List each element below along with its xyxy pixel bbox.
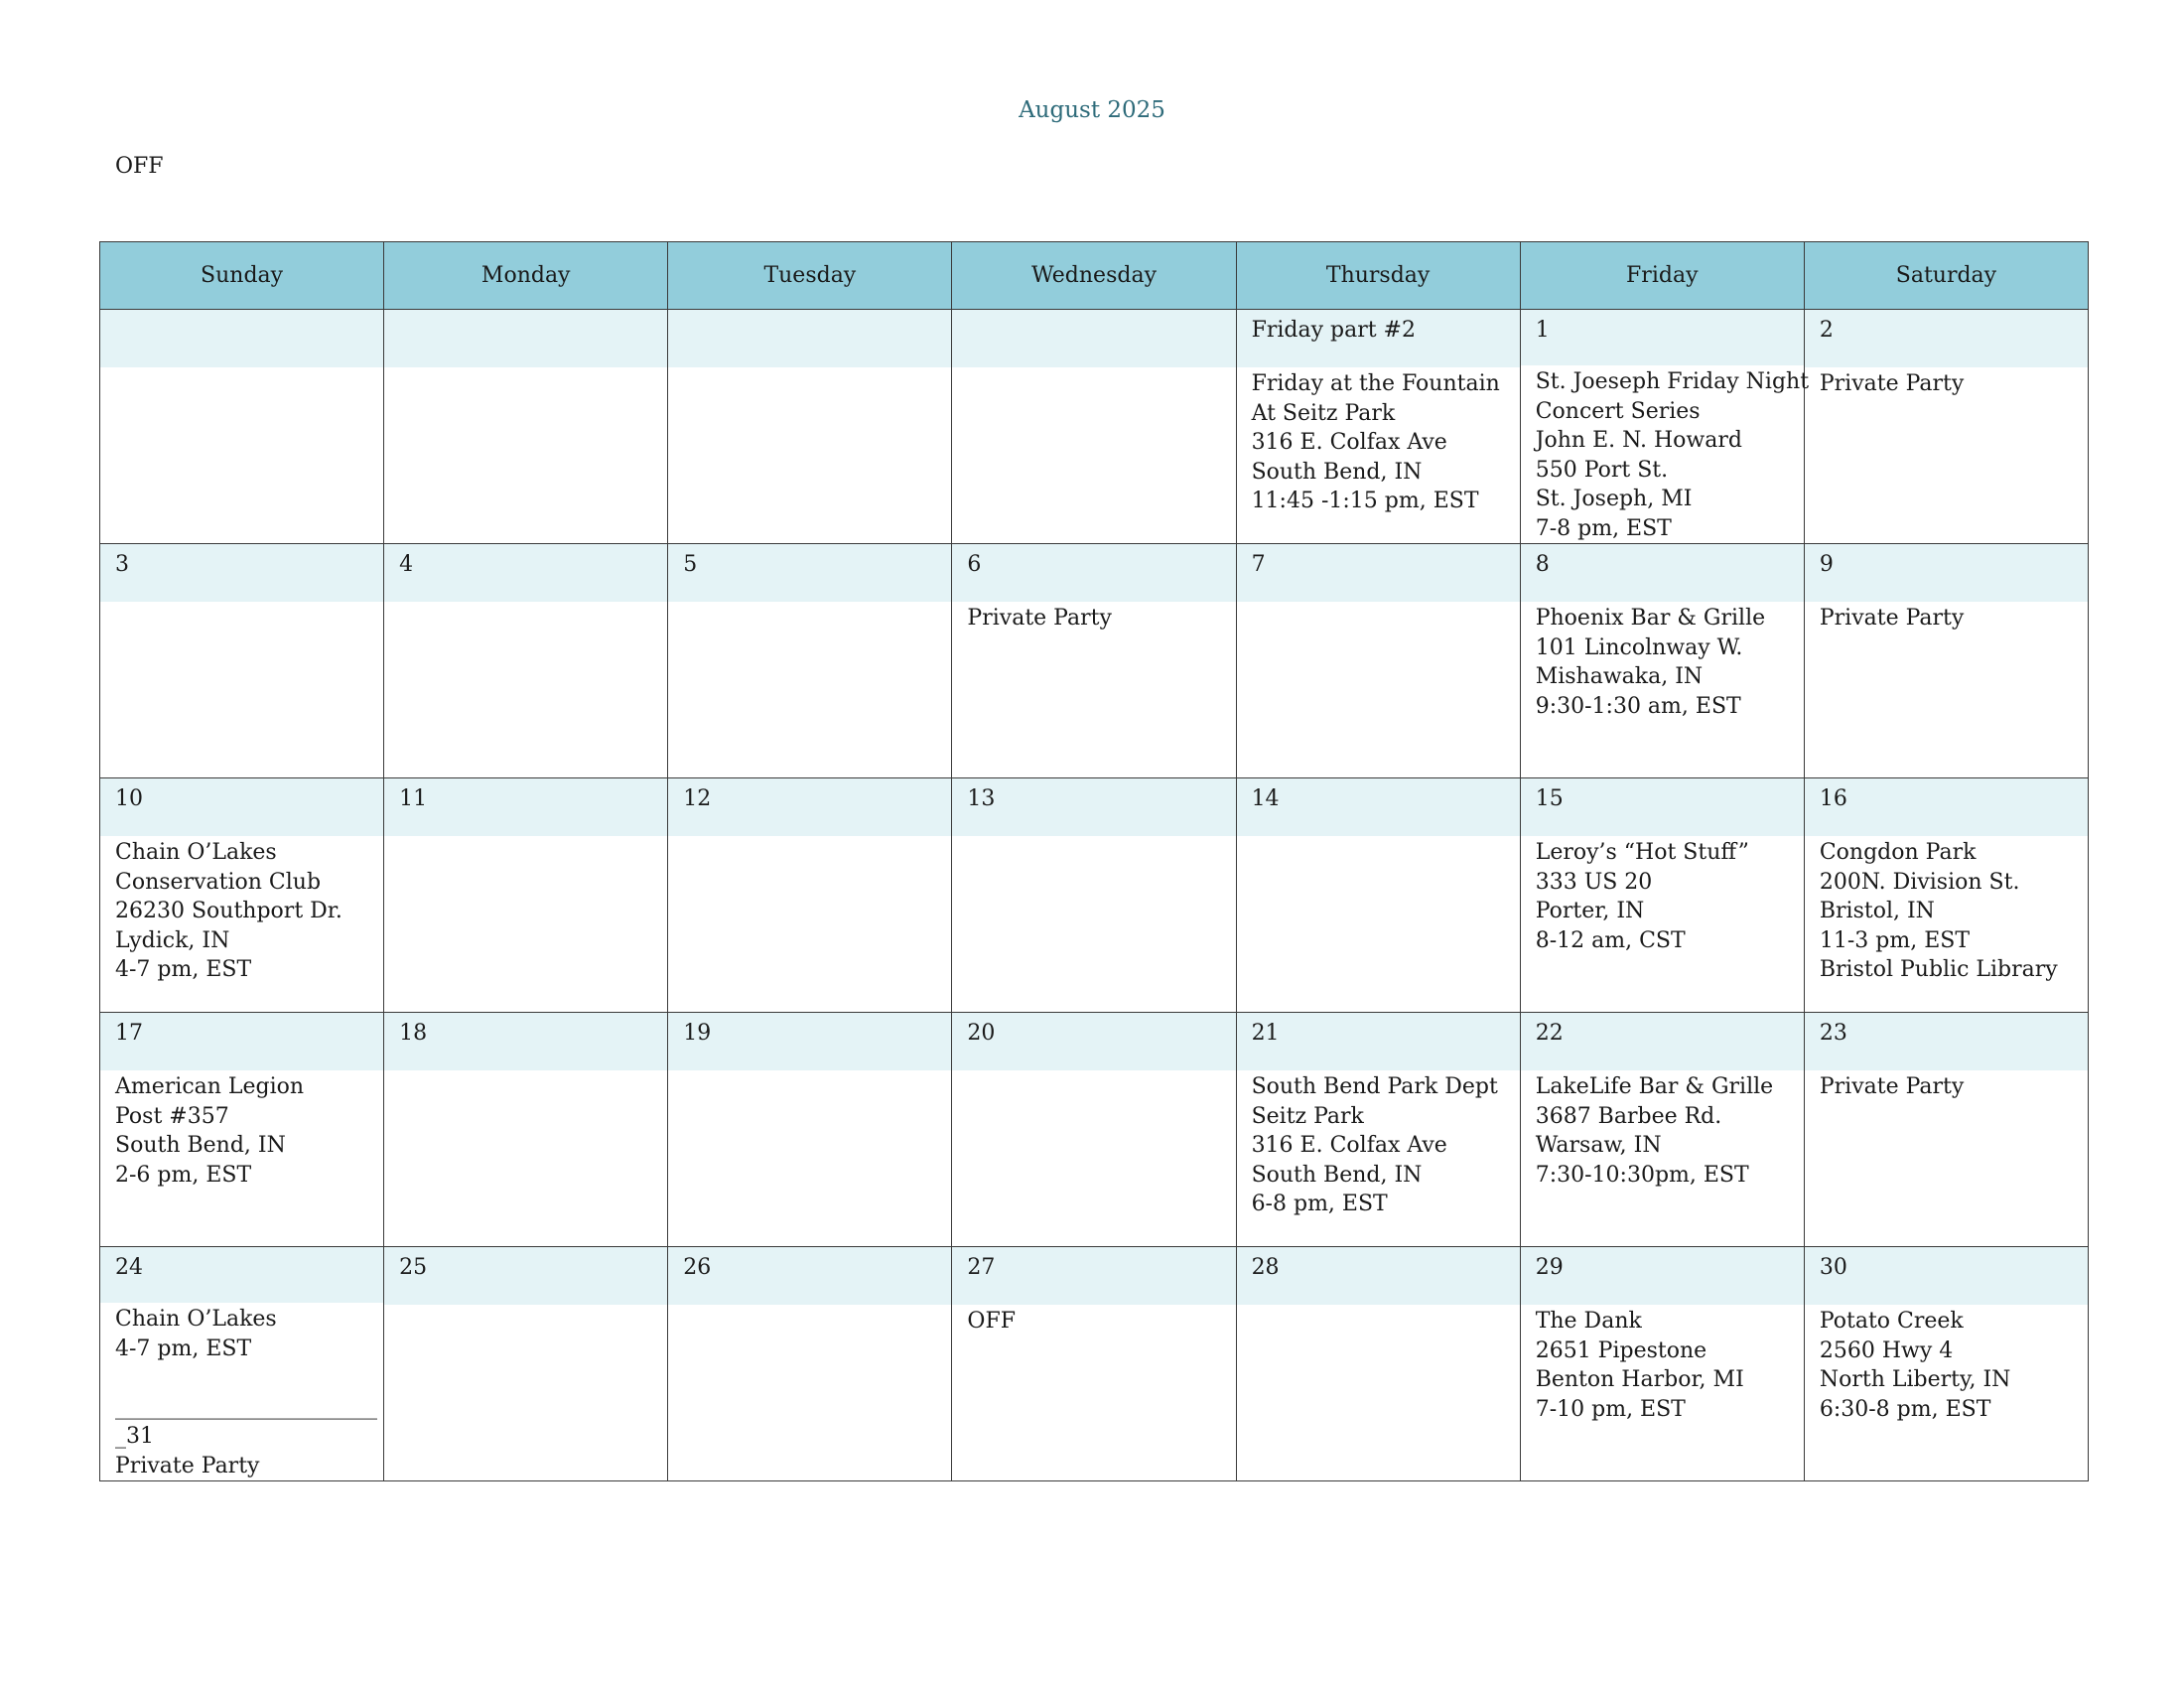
day-number: 1 (1521, 310, 1804, 365)
event-line: Warsaw, IN (1535, 1133, 1662, 1158)
event-details (1521, 1305, 1804, 1424)
event-line: North Liberty, IN (1819, 1367, 2011, 1392)
day-number: 6 (952, 544, 1235, 602)
day-cell (1520, 778, 1804, 1013)
event-line: Congdon Park (1819, 840, 1977, 865)
day-cell (1236, 310, 1520, 544)
event-details (1805, 836, 2088, 985)
day-number: 19 (668, 1013, 951, 1070)
day-number: 30 (1805, 1247, 2088, 1305)
day-cell-content (668, 1013, 951, 1246)
event-line: 333 US 20 (1535, 869, 1653, 895)
event-details (384, 602, 667, 604)
day-cell (1520, 1247, 1804, 1481)
day-number: 8 (1521, 544, 1804, 602)
weekday-sunday: Sunday (100, 242, 384, 310)
day-cell-content (100, 778, 383, 1012)
day-number: 25 (384, 1247, 667, 1305)
day-cell-content (100, 1247, 383, 1480)
week-row (100, 1013, 2089, 1247)
event-details (1237, 367, 1520, 516)
weekday-tuesday: Tuesday (668, 242, 952, 310)
day-number (952, 310, 1235, 367)
event-details (668, 367, 951, 369)
day-number: 21 (1237, 1013, 1520, 1070)
event-details (952, 1070, 1235, 1072)
event-details (952, 836, 1235, 838)
day-cell (952, 310, 1236, 544)
day-cell (1520, 1013, 1804, 1247)
day-cell-content (384, 544, 667, 777)
day-cell (1804, 310, 2088, 544)
weekday-header-row (100, 242, 2089, 310)
event-line: Private Party (1819, 606, 1965, 631)
event-line: ________________________ (115, 1394, 377, 1420)
event-line: Phoenix Bar & Grille (1535, 606, 1766, 631)
day-number: 10 (100, 778, 383, 836)
day-cell-content (952, 310, 1235, 543)
weekday-saturday: Saturday (1804, 242, 2088, 310)
day-cell-content (668, 544, 951, 777)
day-cell (384, 310, 668, 544)
day-cell-content (1805, 544, 2088, 777)
day-cell-content (952, 778, 1235, 1012)
day-cell (384, 1247, 668, 1481)
day-number (384, 310, 667, 367)
day-cell (1804, 544, 2088, 778)
day-cell-content (1521, 544, 1804, 777)
event-details (1521, 836, 1804, 955)
event-line: 316 E. Colfax Ave (1251, 430, 1447, 455)
day-cell-content (1521, 310, 1810, 543)
day-number: 17 (100, 1013, 383, 1070)
day-number: 3 (100, 544, 383, 602)
day-cell-content (668, 778, 951, 1012)
day-cell (1520, 310, 1810, 544)
event-line: Bristol, IN (1819, 899, 1935, 923)
event-details (1237, 836, 1520, 838)
day-cell (384, 544, 668, 778)
weekday-wednesday: Wednesday (952, 242, 1236, 310)
event-details (668, 836, 951, 838)
event-line: OFF (967, 1309, 1016, 1334)
day-cell-content (1805, 1247, 2088, 1480)
event-line: 11:45 -1:15 pm, EST (1251, 489, 1479, 513)
day-cell-content (1805, 310, 2088, 543)
event-line: LakeLife Bar & Grille (1535, 1074, 1774, 1099)
day-cell (100, 1247, 384, 1481)
day-cell-content (1521, 1013, 1804, 1246)
day-cell (384, 778, 668, 1013)
day-number: 14 (1237, 778, 1520, 836)
event-line: South Bend, IN (1251, 1162, 1423, 1188)
event-details (1805, 367, 2088, 399)
event-line: Post #357 (115, 1103, 229, 1129)
day-cell (668, 544, 952, 778)
event-details (952, 1305, 1235, 1336)
event-details (100, 367, 383, 369)
weekday-thursday: Thursday (1236, 242, 1520, 310)
event-line: Porter, IN (1535, 899, 1645, 923)
event-details (1521, 365, 1810, 543)
event-details (1805, 1305, 2088, 1424)
day-number: 16 (1805, 778, 2088, 836)
event-line: Private Party (1819, 371, 1965, 396)
event-line: Potato Creek (1819, 1309, 1964, 1334)
day-cell-content (100, 1013, 383, 1246)
event-line: St. Joseph, MI (1535, 487, 1693, 511)
day-number: 5 (668, 544, 951, 602)
event-line: 3687 Barbee Rd. (1535, 1103, 1722, 1129)
day-cell-content (1521, 1247, 1804, 1480)
day-cell (100, 544, 384, 778)
day-cell (668, 310, 952, 544)
day-number: 2 (1805, 310, 2088, 367)
event-line: Chain O’Lakes (115, 840, 277, 865)
week-row (100, 778, 2089, 1013)
week-row (100, 310, 2089, 544)
day-number: 9 (1805, 544, 2088, 602)
event-details (1237, 1070, 1520, 1219)
day-number: 22 (1521, 1013, 1804, 1070)
event-line: Lydick, IN (115, 927, 230, 953)
day-number: 4 (384, 544, 667, 602)
day-cell (1804, 1013, 2088, 1247)
event-details (668, 602, 951, 604)
event-details (384, 836, 667, 838)
event-line: Mishawaka, IN (1535, 664, 1704, 689)
day-cell-content (1521, 778, 1804, 1012)
day-cell-content (384, 310, 667, 543)
day-cell (1520, 544, 1804, 778)
day-cell (952, 778, 1236, 1013)
event-line: 8-12 am, CST (1535, 927, 1686, 953)
day-cell (1804, 1247, 2088, 1481)
day-cell-content (1237, 1013, 1520, 1246)
event-line: South Bend Park Dept (1251, 1074, 1498, 1099)
day-cell-content (1237, 1247, 1520, 1480)
event-details (384, 1070, 667, 1072)
event-line: John E. N. Howard (1535, 428, 1742, 453)
day-number: 11 (384, 778, 667, 836)
day-cell (384, 1013, 668, 1247)
event-details (1521, 602, 1804, 721)
day-cell-content (1237, 310, 1520, 543)
day-cell-content (668, 310, 951, 543)
event-line: Bristol Public Library (1819, 957, 2058, 982)
event-line: American Legion (115, 1074, 305, 1099)
event-line: 7:30-10:30pm, EST (1535, 1162, 1749, 1188)
event-details (100, 1070, 383, 1190)
day-number: 7 (1237, 544, 1520, 602)
event-line: Conservation Club (115, 869, 322, 895)
day-cell-content (1805, 778, 2088, 1012)
event-details (1805, 602, 2088, 633)
event-line: 6:30-8 pm, EST (1819, 1396, 1991, 1422)
event-line: Chain O’Lakes (115, 1307, 277, 1332)
day-cell-content (100, 310, 383, 543)
event-details (952, 367, 1235, 369)
event-line: Benton Harbor, MI (1535, 1367, 1744, 1392)
event-details (100, 1303, 383, 1480)
day-number: 27 (952, 1247, 1235, 1305)
day-cell (1236, 778, 1520, 1013)
calendar-title: August 2025 (1019, 97, 1165, 123)
day-number: 26 (668, 1247, 951, 1305)
day-cell (952, 544, 1236, 778)
event-line: 200N. Division St. (1819, 869, 2020, 895)
event-details (668, 1305, 951, 1307)
day-cell (668, 1247, 952, 1481)
event-line: 101 Lincolnway W. (1535, 634, 1743, 660)
event-line: 550 Port St. (1535, 457, 1669, 483)
event-line: 26230 Southport Dr. (115, 899, 342, 923)
day-number: 13 (952, 778, 1235, 836)
event-details (1237, 602, 1520, 604)
day-number: 28 (1237, 1247, 1520, 1305)
event-details (1521, 1070, 1804, 1190)
week-row (100, 1247, 2089, 1481)
event-line: 7-8 pm, EST (1535, 515, 1672, 541)
day-cell (100, 778, 384, 1013)
calendar-body (100, 310, 2089, 1481)
event-details (384, 367, 667, 369)
event-line (115, 1363, 368, 1393)
day-number: 24 (100, 1247, 383, 1303)
event-line: 6-8 pm, EST (1251, 1192, 1388, 1216)
event-line: Private Party (967, 606, 1112, 631)
day-cell (952, 1013, 1236, 1247)
day-cell (1236, 1247, 1520, 1481)
day-number: 23 (1805, 1013, 2088, 1070)
day-cell (668, 778, 952, 1013)
day-cell (1236, 544, 1520, 778)
event-line: At Seitz Park (1251, 400, 1396, 426)
day-cell (100, 1013, 384, 1247)
event-line: 9:30-1:30 am, EST (1535, 693, 1741, 719)
event-line: Private Party (115, 1453, 260, 1478)
event-line: 7-10 pm, EST (1535, 1396, 1686, 1422)
event-line: Leroy’s “Hot Stuff” (1535, 840, 1749, 865)
day-cell-content (952, 1013, 1235, 1246)
day-cell-content (952, 544, 1235, 777)
event-line: 2560 Hwy 4 (1819, 1337, 1954, 1363)
calendar-table (99, 241, 2089, 1481)
day-cell-content (384, 1247, 667, 1480)
day-cell (1236, 1013, 1520, 1247)
event-line: 316 E. Colfax Ave (1251, 1133, 1447, 1158)
day-cell-content (952, 1247, 1235, 1480)
event-line: South Bend, IN (115, 1133, 286, 1158)
event-details (668, 1070, 951, 1072)
day-cell-content (384, 1013, 667, 1246)
off-note: OFF (115, 154, 164, 179)
event-details (100, 602, 383, 604)
day-number (100, 310, 383, 367)
event-line: The Dank (1535, 1309, 1642, 1334)
day-number: 20 (952, 1013, 1235, 1070)
event-details (1237, 1305, 1520, 1307)
day-number: 12 (668, 778, 951, 836)
event-line: 2651 Pipestone (1535, 1337, 1707, 1363)
day-cell (952, 1247, 1236, 1481)
event-line: _31 (115, 1424, 154, 1449)
day-cell (100, 310, 384, 544)
day-cell-content (1237, 778, 1520, 1012)
event-line: 4-7 pm, EST (115, 1336, 252, 1361)
event-details (384, 1305, 667, 1307)
day-cell-content (668, 1247, 951, 1480)
day-cell (1804, 778, 2088, 1013)
event-details (100, 836, 383, 985)
event-line: Concert Series (1535, 398, 1701, 424)
day-number: Friday part #2 (1237, 310, 1520, 367)
day-number: 29 (1521, 1247, 1804, 1305)
day-number (668, 310, 951, 367)
event-details (1805, 1070, 2088, 1102)
event-line: 2-6 pm, EST (115, 1162, 252, 1188)
week-row (100, 544, 2089, 778)
weekday-friday: Friday (1520, 242, 1804, 310)
event-line: St. Joeseph Friday Night (1535, 369, 1810, 394)
day-cell-content (1805, 1013, 2088, 1246)
day-number: 15 (1521, 778, 1804, 836)
event-details (952, 602, 1235, 633)
event-line: Friday at the Fountain (1251, 371, 1500, 396)
day-cell (668, 1013, 952, 1247)
event-line: Seitz Park (1251, 1103, 1364, 1129)
weekday-monday: Monday (384, 242, 668, 310)
day-cell-content (384, 778, 667, 1012)
event-line: 4-7 pm, EST (115, 957, 252, 982)
event-line: Private Party (1819, 1074, 1965, 1099)
day-number: 18 (384, 1013, 667, 1070)
day-cell-content (100, 544, 383, 777)
day-cell-content (1237, 544, 1520, 777)
event-line: 11-3 pm, EST (1819, 927, 1970, 953)
event-line: South Bend, IN (1251, 459, 1423, 485)
